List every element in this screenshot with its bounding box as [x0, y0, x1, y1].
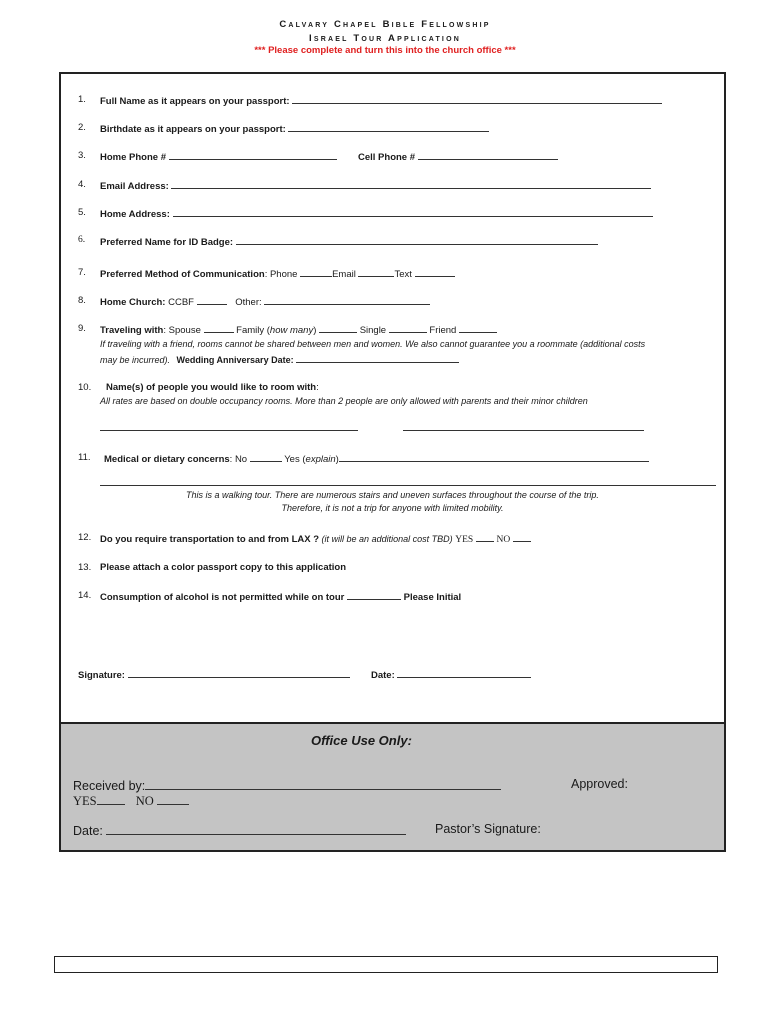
transport-no-label: NO — [496, 535, 511, 545]
alcohol-initial-field[interactable] — [347, 590, 401, 600]
q14-number: 14. — [78, 590, 92, 601]
office-use-title: Office Use Only: — [311, 733, 412, 748]
q1-number: 1. — [78, 94, 86, 105]
office-yes-field[interactable] — [97, 792, 125, 805]
q9-number: 9. — [78, 323, 86, 334]
traveling-with-label: Traveling with — [100, 325, 164, 336]
home-phone-label: Home Phone # — [100, 152, 166, 163]
cell-phone-label: Cell Phone # — [358, 152, 416, 163]
family-how-many: how many — [269, 325, 314, 336]
home-address-field[interactable] — [173, 207, 653, 217]
other-option-label: Other: — [235, 297, 262, 308]
text-option-field[interactable] — [415, 267, 455, 277]
communication-label: Preferred Method of Communication — [100, 269, 265, 280]
passport-copy-text: Please attach a color passport copy to this application — [100, 562, 347, 573]
office-date-field[interactable] — [106, 822, 406, 835]
signature-field[interactable] — [128, 668, 350, 678]
roommate-label: Name(s) of people you would like to room with — [106, 382, 317, 393]
footer-box — [54, 956, 718, 973]
phone-option-field[interactable] — [300, 267, 332, 277]
q3-number: 3. — [78, 150, 86, 161]
office-yes-label: YES — [73, 794, 97, 808]
home-phone-field[interactable] — [169, 150, 337, 160]
q3-row — [100, 150, 337, 163]
office-yes-no-row — [73, 792, 189, 809]
pastor-signature-label: Pastor’s Signature: — [435, 822, 541, 836]
q10-number: 10. — [78, 382, 92, 393]
signature-row — [78, 668, 350, 681]
alcohol-label: Consumption of alcohol is not permitted while on tour — [100, 592, 345, 603]
cell-phone-field[interactable] — [418, 150, 558, 160]
text-option-label: Text — [394, 269, 412, 280]
phone-option-label: : Phone — [264, 269, 298, 280]
q3-cell — [358, 150, 558, 163]
signature-date-label: Date: — [371, 670, 395, 681]
transport-yes-label: YES — [455, 535, 474, 545]
transport-yes-field[interactable] — [476, 532, 494, 542]
badge-name-label: Preferred Name for ID Badge: — [100, 237, 234, 248]
anniversary-label: Wedding Anniversary Date: — [176, 355, 294, 365]
q8-number: 8. — [78, 295, 86, 306]
q9-row — [100, 323, 497, 336]
q6-number: 6. — [78, 235, 86, 245]
office-no-field[interactable] — [157, 792, 189, 805]
q12-number: 12. — [78, 532, 92, 543]
please-initial-label: Please Initial — [403, 592, 462, 603]
spouse-option-field[interactable] — [204, 323, 234, 333]
q11-row — [104, 452, 649, 465]
q14-row — [100, 590, 461, 603]
medical-label: Medical or dietary concerns — [104, 454, 230, 465]
medical-explain-field[interactable] — [339, 452, 649, 462]
friend-option-field[interactable] — [459, 323, 497, 333]
q4-row — [100, 179, 651, 192]
q5-number: 5. — [78, 207, 86, 218]
form-title: Israel Tour Application — [309, 33, 461, 44]
q8-row — [100, 295, 430, 308]
email-option-field[interactable] — [358, 267, 394, 277]
birthdate-field[interactable] — [288, 122, 489, 132]
anniversary-field[interactable] — [296, 353, 459, 363]
no-option-field[interactable] — [250, 452, 282, 462]
home-church-label: Home Church: — [100, 297, 166, 308]
q13-number: 13. — [78, 562, 92, 573]
single-option-label: Single — [359, 325, 387, 336]
explain-text: explain — [305, 454, 336, 465]
received-row — [73, 777, 501, 793]
transport-label: Do you require transportation to and from LAX ? — [100, 534, 320, 545]
notice: *** Please complete and turn this into the church office *** — [254, 45, 516, 56]
signature-date-field[interactable] — [397, 668, 531, 678]
application-form — [59, 72, 726, 852]
q9-anniversary-row — [100, 353, 459, 365]
ccbf-option-label: CCBF — [168, 297, 194, 308]
spouse-option-label: : Spouse — [163, 325, 201, 336]
org-name: Calvary Chapel Bible Fellowship — [279, 19, 491, 30]
q11-note-1: This is a walking tour. There are numerous stairs and uneven surfaces throughout the course of the trip. — [186, 490, 599, 500]
ccbf-option-field[interactable] — [197, 295, 227, 305]
q4-number: 4. — [78, 179, 86, 190]
q10-note: All rates are based on double occupancy rooms. More than 2 people are only allowed with parents and their minor children — [100, 396, 588, 406]
email-option-label: Email — [332, 269, 356, 280]
q2-number: 2. — [78, 122, 86, 133]
single-option-field[interactable] — [389, 323, 427, 333]
q2-row — [100, 122, 489, 135]
received-by-label: Received by: — [73, 779, 146, 793]
yes-option-label: Yes ( — [284, 454, 306, 465]
q7-row — [100, 267, 455, 280]
email-field[interactable] — [171, 179, 651, 189]
medical-explain-field-2[interactable] — [100, 476, 716, 486]
friend-option-label: Friend — [429, 325, 457, 336]
full-name-field[interactable] — [292, 94, 662, 104]
other-option-field[interactable] — [264, 295, 430, 305]
signature-date-row — [371, 668, 531, 681]
no-option-label: : No — [229, 454, 248, 465]
approved-label: Approved: — [571, 777, 628, 791]
roommate-field-1[interactable] — [100, 421, 358, 431]
home-address-label: Home Address: — [100, 209, 170, 220]
q5-row — [100, 207, 653, 220]
badge-name-field[interactable] — [236, 235, 598, 245]
birthdate-label: Birthdate as it appears on your passport: — [100, 124, 286, 135]
q12-row — [100, 532, 531, 545]
office-date-label: Date: — [73, 824, 103, 838]
full-name-label: Full Name as it appears on your passport: — [100, 96, 290, 107]
signature-label: Signature: — [78, 670, 125, 681]
q10-row — [106, 382, 319, 393]
office-no-label: NO — [135, 794, 154, 808]
email-label: Email Address: — [100, 181, 169, 192]
q11-number: 11. — [78, 452, 91, 463]
q7-number: 7. — [78, 267, 86, 278]
roommate-field-2[interactable] — [403, 421, 644, 431]
q11-note-2: Therefore, it is not a trip for anyone with limited mobility. — [281, 503, 504, 513]
office-use-section — [61, 722, 724, 850]
q9-note: If traveling with a friend, rooms cannot be shared between men and women. We also cannot guarantee you a roommate (additional costs — [100, 339, 646, 349]
received-by-field[interactable] — [145, 777, 501, 790]
transport-no-field[interactable] — [513, 532, 531, 542]
office-date-row — [73, 822, 406, 838]
q9-note-cont: may be incurred). — [100, 355, 171, 365]
q6-row — [100, 235, 598, 248]
roommate-colon: : — [316, 382, 319, 393]
explain-close-paren: ) — [335, 454, 339, 465]
family-option-field[interactable] — [319, 323, 357, 333]
family-close-paren: ) — [313, 325, 317, 336]
family-option-label: Family ( — [236, 325, 270, 336]
transport-cost-note: (it will be an additional cost TBD) — [319, 534, 453, 544]
q1-row — [100, 94, 662, 107]
